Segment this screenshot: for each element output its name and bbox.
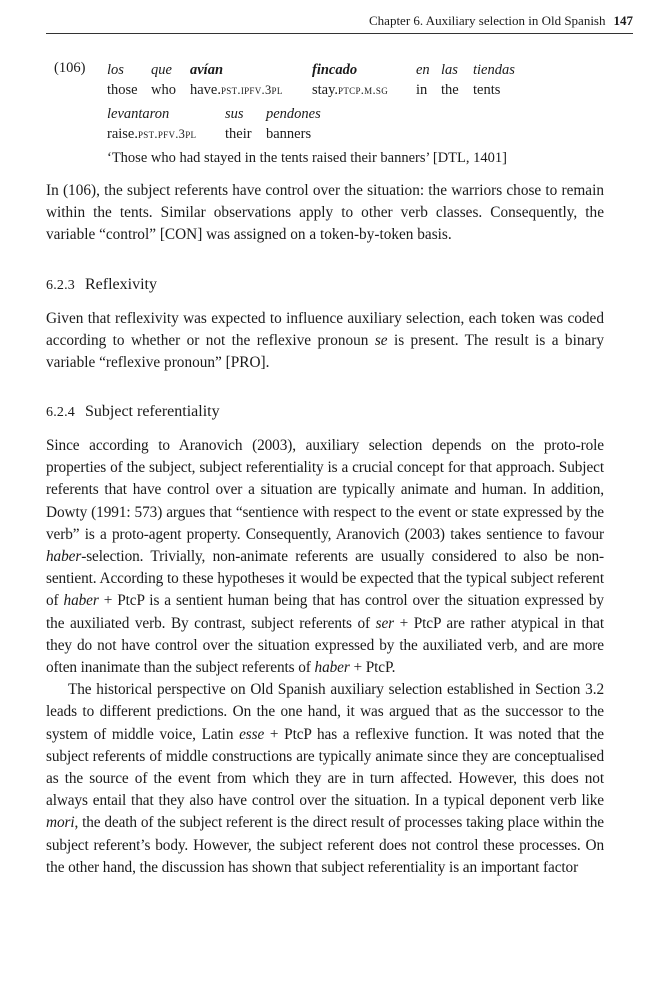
gloss-word: sus their [225,106,252,142]
paragraph-historical-perspective: The historical perspective on Old Spanish auxiliary selection established in Section 3.2 leads to different predictions. On the one hand, it was argued that as the successor to the system of middle voice, Latin esse + PtcP has a reflexive function. It was noted that the subject referents of middle constructions are typically animate since they are conceptualised as the source of the event from which they are in turn affected. However, this does not always entail that they also have control over the situation. In a typical deponent verb like mori, the death of the subject referent is the direct result of processes taking place within the subject referent’s body. However, the subject referent does not control these processes. On the other hand, the discussion has shown that subject referentiality is an important factor [46,681,604,876]
running-head [46,11,633,34]
gloss-word: tiendas tents [473,62,515,98]
example-translation: ‘Those who had stayed in the tents raised their banners’ [DTL, 1401] [107,150,507,166]
gloss-word: que who [151,62,176,98]
paragraph-control: In (106), the subject referents have control over the situation: the warriors chose to remain within the tents. Similar observations apply to other verb classes. Consequently, the variable “control” [CON] was assigned on a token-by-token basis. [46,182,604,244]
gloss-word: los those [107,62,138,98]
gloss-word: fincado stay.ptcp.m.sg [312,62,389,98]
gloss-word: en in [416,62,430,98]
gloss-word: las the [441,62,459,98]
example-number: (106) [54,60,86,76]
paragraph-subject-referentiality: Since according to Aranovich (2003), auxiliary selection depends on the proto-role properties of the subject, subject referentiality is a crucial concept for that approach. Subject referents that have control over a situation are typically animate and human. In addition, Dowty (1991: 573) argues that “sentience with respect to the event or state expressed by the verb” is a proto-agent property. Consequently, Aranovich (2003) takes sentience to favour haber-selection. Trivially, non-animate referents are usually considered to also be non-sentient. According to these hypotheses it would be expected that the typical subject referent of haber + PtcP is a sentient human being that has control over the situation expressed by the auxiliated verb. By contrast, subject referents of ser + PtcP are rather atypical in that they do not have control over the situation expressed by the auxiliated verb, and are more often inanimate than the subject referents of haber + PtcP. The historical perspective on Old Spanish auxiliary selection established in Section 3.2 leads to different predictions. On the one hand, it was argued that as the successor to the system of middle voice, Latin esse + PtcP has a reflexive function. It was noted that the subject referents of middle constructions are typically animate since they are conceptualised as the source of the event from which they are in turn affected. However, this does not always entail that they also have control over the situation. In a typical deponent verb like mori, the death of the subject referent is the direct result of processes taking place within the subject referent’s body. However, the subject referent does not control these processes. On the other hand, the discussion has shown that subject referentiality is an important factor [46,435,604,879]
page-number: 147 [613,13,633,28]
paragraph-reflexivity: Given that reflexivity was expected to influence auxiliary selection, each token was coded according to whether or not the reflexive pronoun se is present. The result is a binary variable “reflexive pronoun” [PRO]. [46,310,604,372]
gloss-word: avían have.pst.ipfv.3pl [190,62,283,98]
gloss-word: pendones banners [266,106,321,142]
chapter-title: Chapter 6. Auxiliary selection in Old Spanish [369,13,606,28]
section-heading-subject-referentiality: 6.2.4 Subject referentiality [46,403,220,420]
gloss-word: levantaron raise.pst.pfv.3pl [107,106,197,142]
section-heading-reflexivity: 6.2.3 Reflexivity [46,276,157,293]
